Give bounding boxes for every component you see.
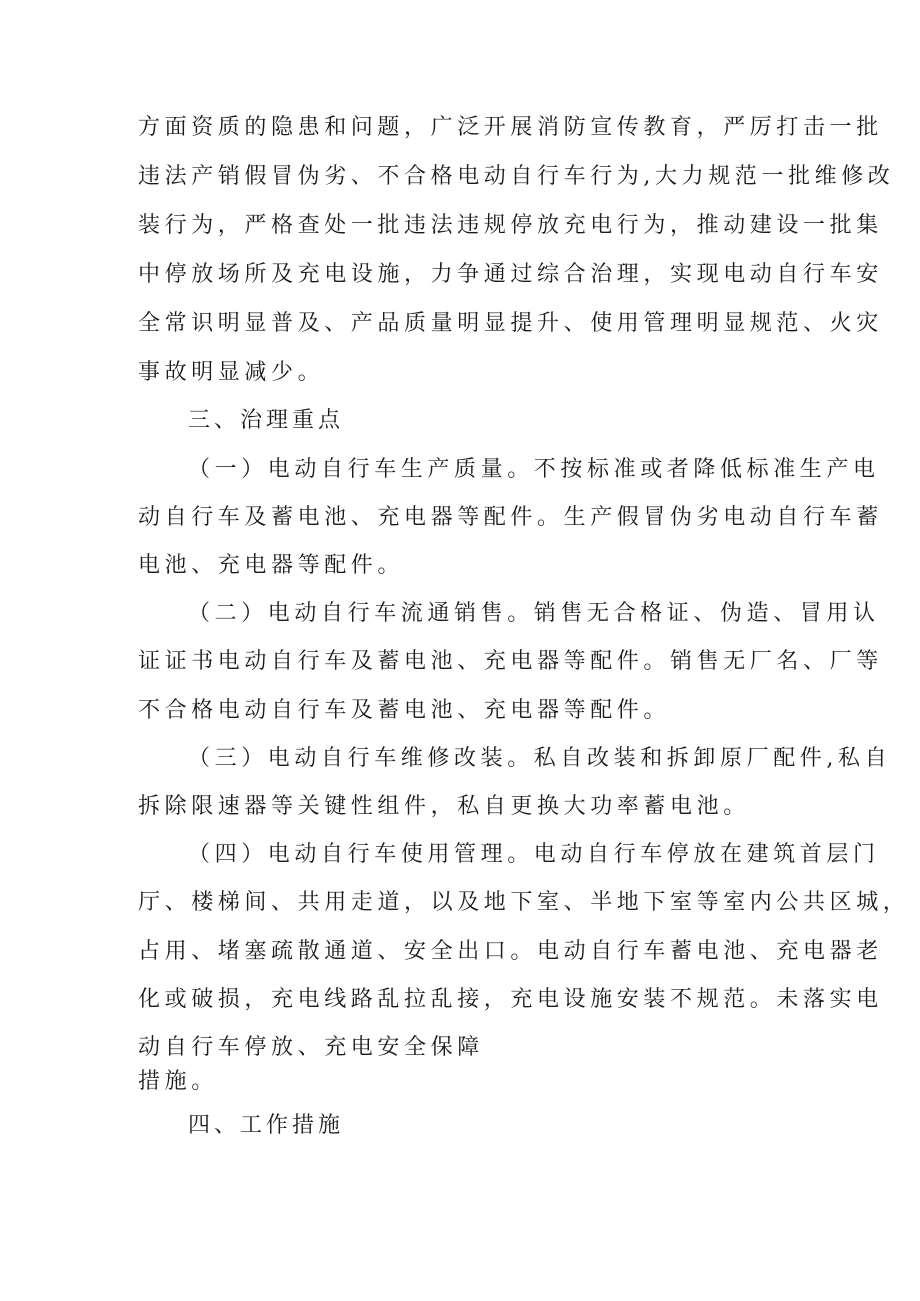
body-line: 证证书电动自行车及蓄电池、充电器等配件。销售无厂名、厂等 [138, 649, 883, 674]
body-line: 中停放场所及充电设施，力争通过综合治理，实现电动自行车安 [138, 262, 883, 287]
body-line: （一）电动自行车生产质量。不按标准或者降低标准生产电 [188, 457, 880, 482]
body-line: 装行为，严格查处一批违法违规停放充电行为，推动建设一批集 [138, 213, 883, 238]
body-line: 全常识明显普及、产品质量明显提升、使用管理明显规范、火灾 [138, 311, 883, 336]
body-line: 动自行车停放、充电安全保障 [138, 1035, 484, 1060]
body-line: （三）电动自行车维修改装。私自改装和拆卸原厂配件,私自 [188, 746, 892, 771]
body-line: （二）电动自行车流通销售。销售无合格证、伪造、冒用认 [188, 601, 880, 626]
section-heading: 三、治理重点 [188, 408, 345, 433]
body-line: 占用、堵塞疏散通道、安全出口。电动自行车蓄电池、充电器老 [138, 939, 883, 964]
body-line: 拆除限速器等关键性组件，私自更换大功率蓄电池。 [138, 794, 750, 819]
body-line: 不合格电动自行车及蓄电池、充电器等配件。 [138, 698, 671, 723]
body-line: 违法产销假冒伪劣、不合格电动自行车行为,大力规范一批维修改 [138, 164, 895, 189]
body-line: 事故明显减少。 [138, 360, 325, 385]
body-line: （四）电动自行车使用管理。电动自行车停放在建筑首层门 [188, 842, 880, 867]
body-line: 方面资质的隐患和问题，广泛开展消防宣传教育，严厉打击一批 [138, 115, 883, 140]
body-line: 动自行车及蓄电池、充电器等配件。生产假冒伪劣电动自行车蓄 [138, 505, 883, 530]
section-heading: 四、工作措施 [188, 1113, 345, 1138]
body-line: 化或破损，充电线路乱拉乱接，充电设施安装不规范。未落实电 [138, 987, 883, 1012]
body-line: 厅、楼梯间、共用走道，以及地下室、半地下室等室内公共区城， [138, 890, 910, 915]
body-line: 措施。 [138, 1069, 218, 1094]
body-line: 电池、充电器等配件。 [138, 553, 405, 578]
